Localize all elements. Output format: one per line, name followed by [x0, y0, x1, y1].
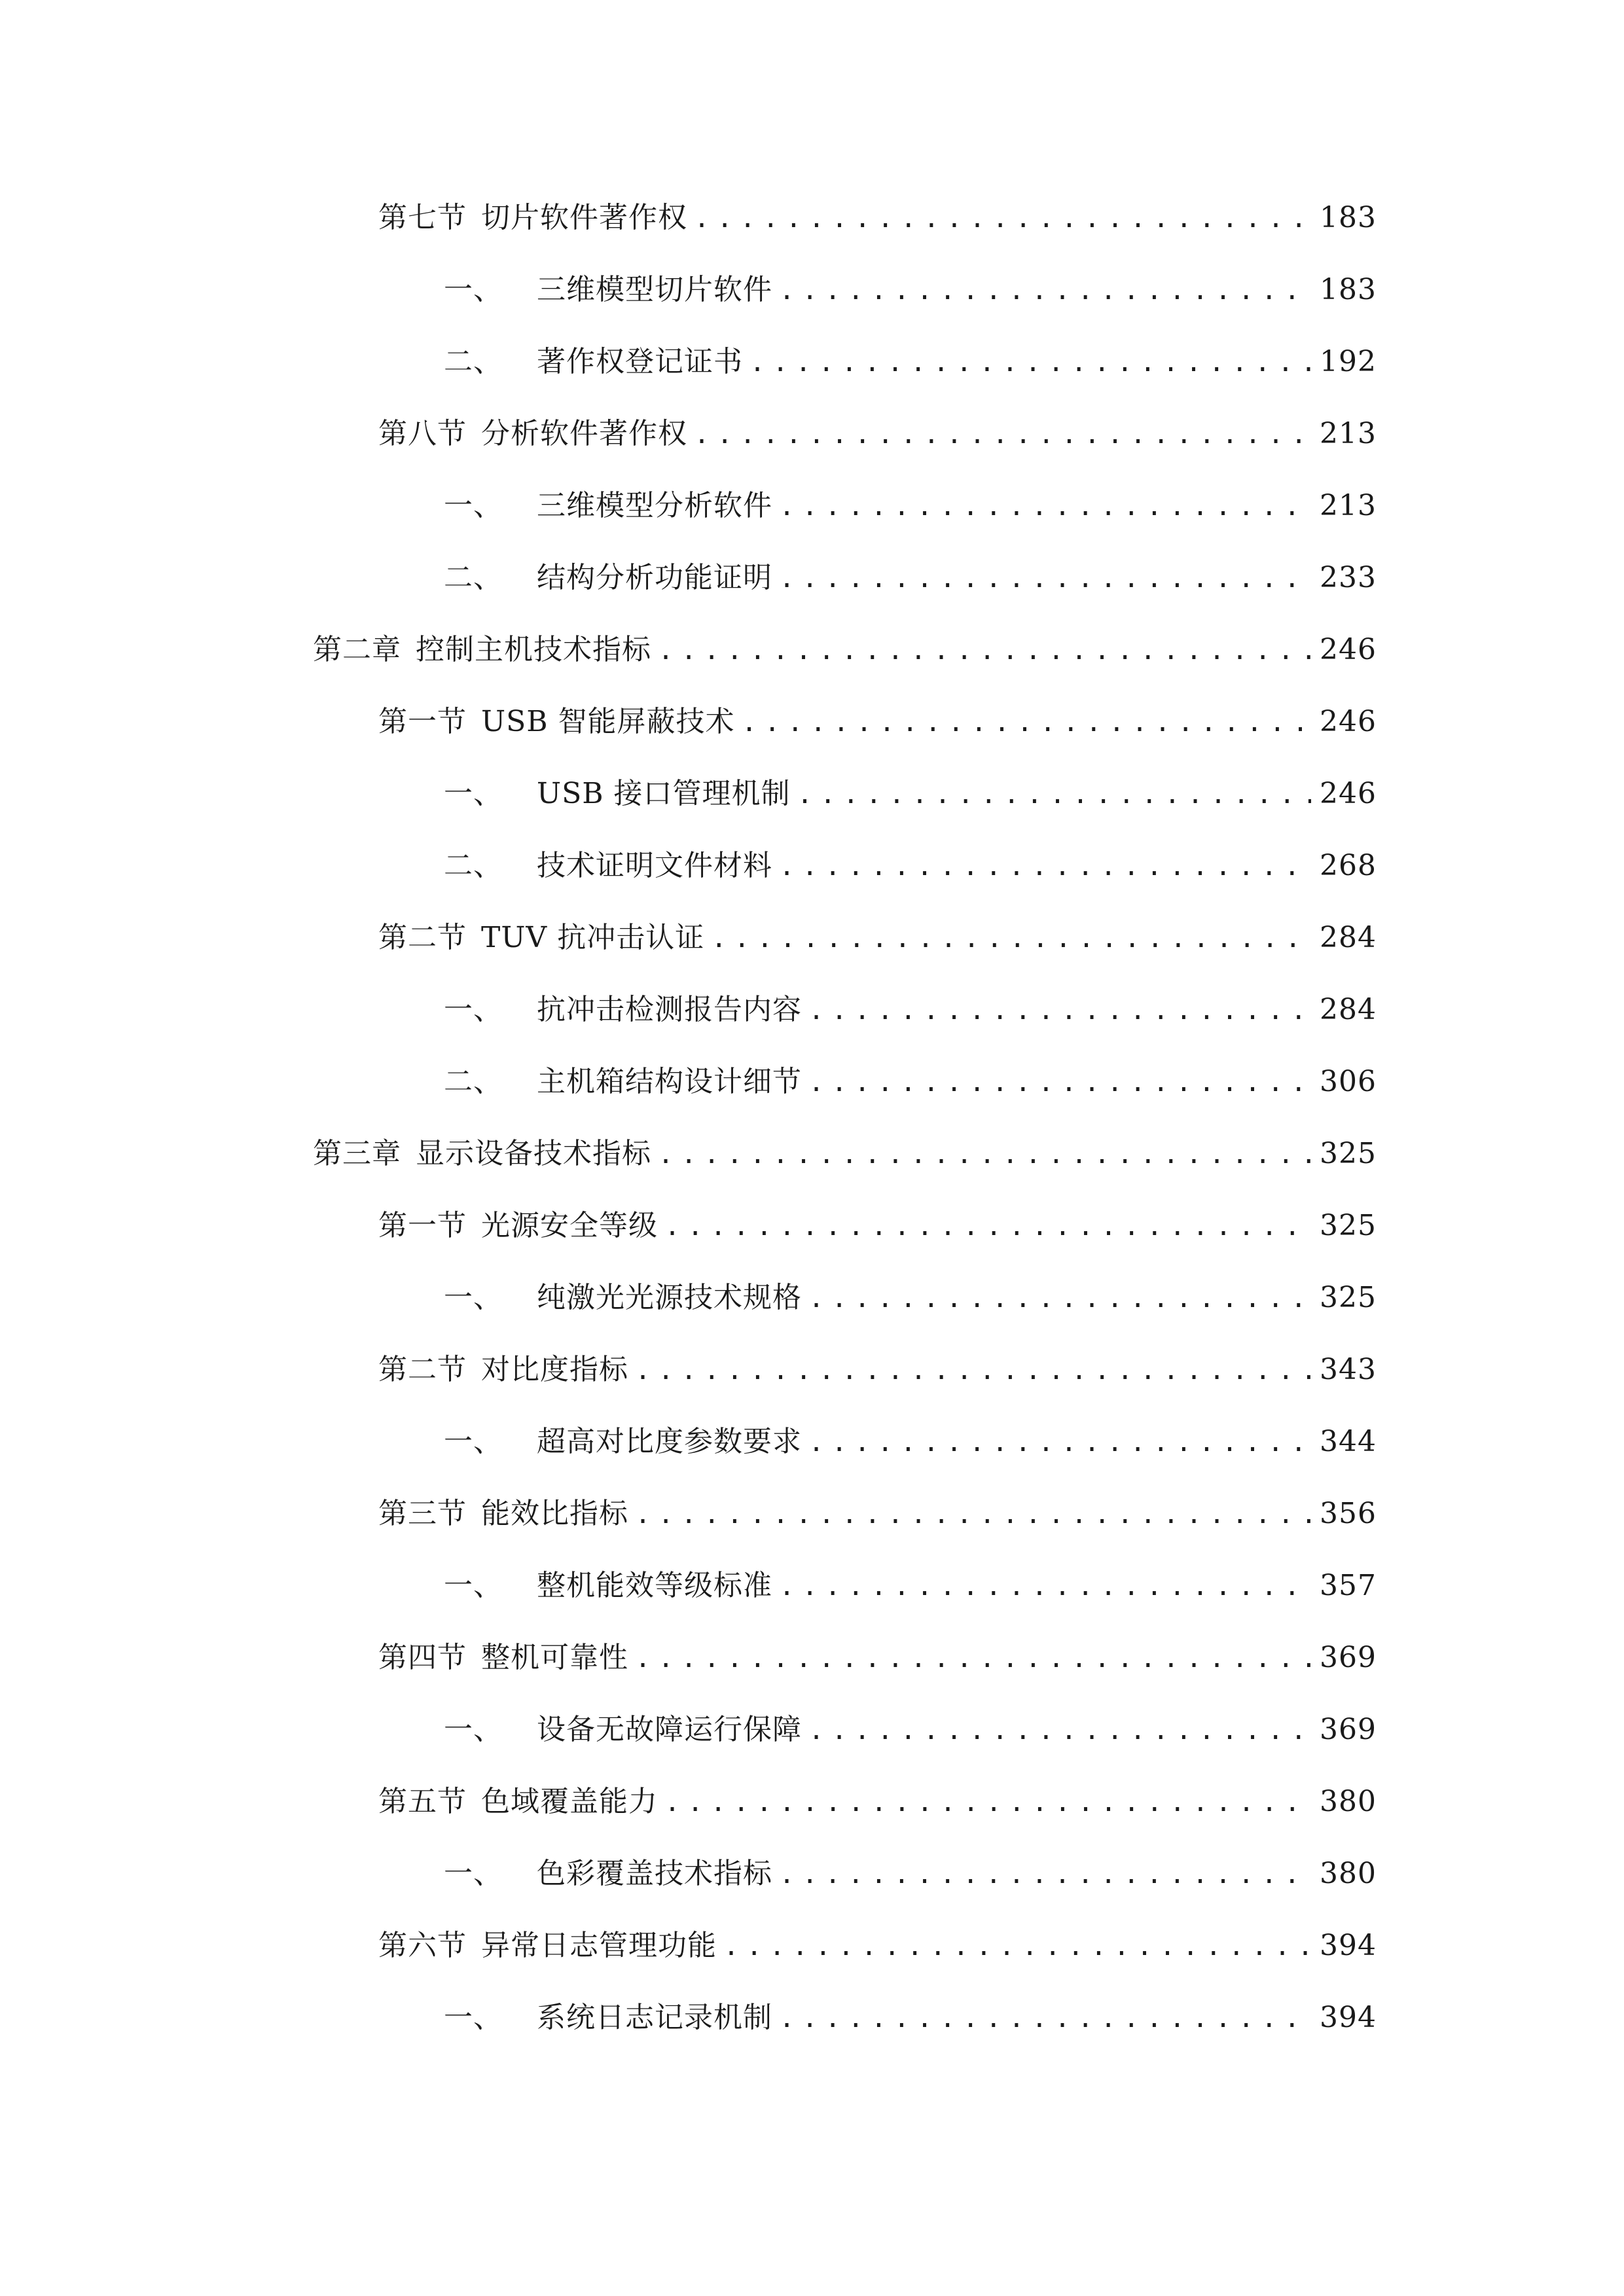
toc-entry-title: 整机能效等级标准	[537, 1569, 772, 1602]
dot-leader	[658, 621, 1311, 680]
toc-entry-title: 纯激光光源技术规格	[537, 1281, 802, 1314]
toc-entry-page: 325	[1320, 1209, 1377, 1242]
toc-entry-title: USB 接口管理机制	[537, 777, 791, 810]
dot-leader	[808, 981, 1311, 1040]
toc-entry[interactable]	[0, 1916, 1624, 1975]
toc-entry-title: 能效比指标	[481, 1497, 628, 1530]
toc-entry-number: 第二章	[313, 633, 401, 666]
toc-entry-title: 主机箱结构设计细节	[537, 1065, 802, 1098]
toc-entry-page: 246	[1320, 633, 1377, 666]
dot-leader	[664, 1773, 1311, 1832]
toc-entry-number: 第八节	[378, 417, 467, 450]
toc-entry-page: 325	[1320, 1281, 1377, 1314]
toc-entry-page: 356	[1320, 1497, 1377, 1530]
toc-entry-title: 著作权登记证书	[537, 345, 743, 378]
dot-leader	[779, 1845, 1311, 1904]
toc-entry-page: 306	[1320, 1065, 1377, 1098]
dot-leader	[635, 1485, 1311, 1544]
toc-entry-number: 第五节	[378, 1785, 467, 1818]
toc-entry-page: 192	[1320, 345, 1377, 378]
toc-entry-title: 分析软件著作权	[481, 417, 687, 450]
toc-entry-page: 268	[1320, 849, 1377, 882]
toc-entry-number: 一、	[444, 1857, 503, 1890]
dot-leader	[723, 1917, 1311, 1976]
toc-entry[interactable]	[0, 764, 1624, 823]
toc-entry-number: 第二节	[378, 1353, 467, 1386]
toc-entry-title: USB 智能屏蔽技术	[481, 705, 735, 738]
toc-entry-number: 二、	[444, 561, 503, 594]
dot-leader	[742, 693, 1311, 752]
toc-entry[interactable]	[0, 476, 1624, 535]
toc-entry-number: 第三章	[313, 1137, 401, 1170]
toc-entry-page: 394	[1320, 1929, 1377, 1962]
toc-entry-page: 213	[1320, 417, 1377, 450]
toc-entry-page: 344	[1320, 1425, 1377, 1458]
toc-entry[interactable]	[0, 1700, 1624, 1759]
toc-entry-title: 切片软件著作权	[481, 201, 687, 234]
toc-entry-title: 控制主机技术指标	[416, 633, 651, 666]
toc-entry-number: 二、	[444, 345, 503, 378]
toc-entry-title: 技术证明文件材料	[537, 849, 772, 882]
toc-entry-page: 380	[1320, 1857, 1377, 1890]
toc-entry-number: 第六节	[378, 1929, 467, 1962]
toc-entry[interactable]	[0, 1556, 1624, 1615]
toc-entry-page: 246	[1320, 777, 1377, 810]
toc-entry-page: 284	[1320, 921, 1377, 954]
dot-leader	[694, 189, 1311, 248]
toc-entry-title: 系统日志记录机制	[537, 2001, 772, 2034]
dot-leader	[749, 333, 1311, 392]
toc-entry-page: 183	[1320, 273, 1377, 306]
toc-entry-title: 异常日志管理功能	[481, 1929, 717, 1962]
dot-leader	[664, 1197, 1311, 1256]
toc-entry-page: 233	[1320, 561, 1377, 594]
toc-entry-page: 343	[1320, 1353, 1377, 1386]
toc-entry-title: 色彩覆盖技术指标	[537, 1857, 772, 1890]
toc-entry[interactable]	[0, 1628, 1624, 1687]
toc-entry-title: 三维模型分析软件	[537, 489, 772, 522]
dot-leader	[711, 909, 1311, 968]
toc-entry-title: TUV 抗冲击认证	[481, 921, 705, 954]
toc-entry-title: 对比度指标	[481, 1353, 628, 1386]
toc-entry[interactable]	[0, 1484, 1624, 1543]
toc-entry-title: 色域覆盖能力	[481, 1785, 658, 1818]
dot-leader	[797, 765, 1311, 824]
toc-entry[interactable]	[0, 1844, 1624, 1903]
dot-leader	[808, 1701, 1311, 1760]
toc-entry-page: 369	[1320, 1713, 1377, 1746]
dot-leader	[808, 1413, 1311, 1472]
toc-entry-number: 一、	[444, 1425, 503, 1458]
toc-entry-page: 394	[1320, 2001, 1377, 2034]
toc-entry-number: 一、	[444, 777, 503, 810]
toc-entry-number: 第七节	[378, 201, 467, 234]
toc-entry[interactable]	[0, 548, 1624, 607]
toc-entry-page: 369	[1320, 1641, 1377, 1674]
toc-entry-page: 380	[1320, 1785, 1377, 1818]
toc-entry[interactable]	[0, 692, 1624, 751]
dot-leader	[779, 837, 1311, 896]
toc-entry-page: 213	[1320, 489, 1377, 522]
toc-entry-title: 光源安全等级	[481, 1209, 658, 1242]
toc-entry[interactable]	[0, 1772, 1624, 1831]
toc-entry[interactable]	[0, 260, 1624, 319]
toc-entry-page: 357	[1320, 1569, 1377, 1602]
dot-leader	[779, 477, 1311, 536]
toc-entry-number: 一、	[444, 273, 503, 306]
toc-entry-page: 183	[1320, 201, 1377, 234]
toc-entry-number: 第三节	[378, 1497, 467, 1530]
toc-entry[interactable]	[0, 620, 1624, 679]
toc-entry[interactable]	[0, 1412, 1624, 1471]
toc-entry[interactable]	[0, 980, 1624, 1039]
toc-entry[interactable]	[0, 1196, 1624, 1255]
toc-entry-number: 一、	[444, 2001, 503, 2034]
toc-entry[interactable]	[0, 1340, 1624, 1399]
toc-entry-title: 超高对比度参数要求	[537, 1425, 802, 1458]
dot-leader	[779, 549, 1311, 608]
dot-leader	[779, 261, 1311, 320]
dot-leader	[635, 1341, 1311, 1400]
toc-entry-number: 第一节	[378, 1209, 467, 1242]
toc-entry[interactable]	[0, 1988, 1624, 2047]
toc-entry-title: 显示设备技术指标	[416, 1137, 651, 1170]
toc-entry-number: 第二节	[378, 921, 467, 954]
dot-leader	[779, 1557, 1311, 1616]
toc-entry[interactable]	[0, 836, 1624, 895]
toc-entry[interactable]	[0, 908, 1624, 967]
toc-entry-title: 抗冲击检测报告内容	[537, 993, 802, 1026]
toc-entry-page: 284	[1320, 993, 1377, 1026]
toc-entry[interactable]	[0, 404, 1624, 463]
toc-entry-page: 325	[1320, 1137, 1377, 1170]
toc-entry-number: 一、	[444, 1569, 503, 1602]
dot-leader	[694, 405, 1311, 464]
toc-entry[interactable]	[0, 1268, 1624, 1327]
toc-entry-title: 三维模型切片软件	[537, 273, 772, 306]
toc-entry[interactable]	[0, 1052, 1624, 1111]
dot-leader	[658, 1125, 1311, 1184]
toc-entry[interactable]	[0, 188, 1624, 247]
toc-entry-number: 一、	[444, 993, 503, 1026]
dot-leader	[808, 1053, 1311, 1112]
toc-entry-title: 设备无故障运行保障	[537, 1713, 802, 1746]
toc-entry-number: 二、	[444, 849, 503, 882]
toc-entry-number: 第四节	[378, 1641, 467, 1674]
toc-entry-number: 一、	[444, 1281, 503, 1314]
dot-leader	[779, 1989, 1311, 2048]
dot-leader	[808, 1269, 1311, 1328]
toc-entry-title: 结构分析功能证明	[537, 561, 772, 594]
toc-entry-number: 二、	[444, 1065, 503, 1098]
toc-entry-number: 一、	[444, 1713, 503, 1746]
dot-leader	[635, 1629, 1311, 1688]
toc-entry-number: 一、	[444, 489, 503, 522]
toc-entry[interactable]	[0, 332, 1624, 391]
toc-entry-title: 整机可靠性	[481, 1641, 628, 1674]
toc-entry[interactable]	[0, 1124, 1624, 1183]
toc-entry-number: 第一节	[378, 705, 467, 738]
toc-entry-page: 246	[1320, 705, 1377, 738]
